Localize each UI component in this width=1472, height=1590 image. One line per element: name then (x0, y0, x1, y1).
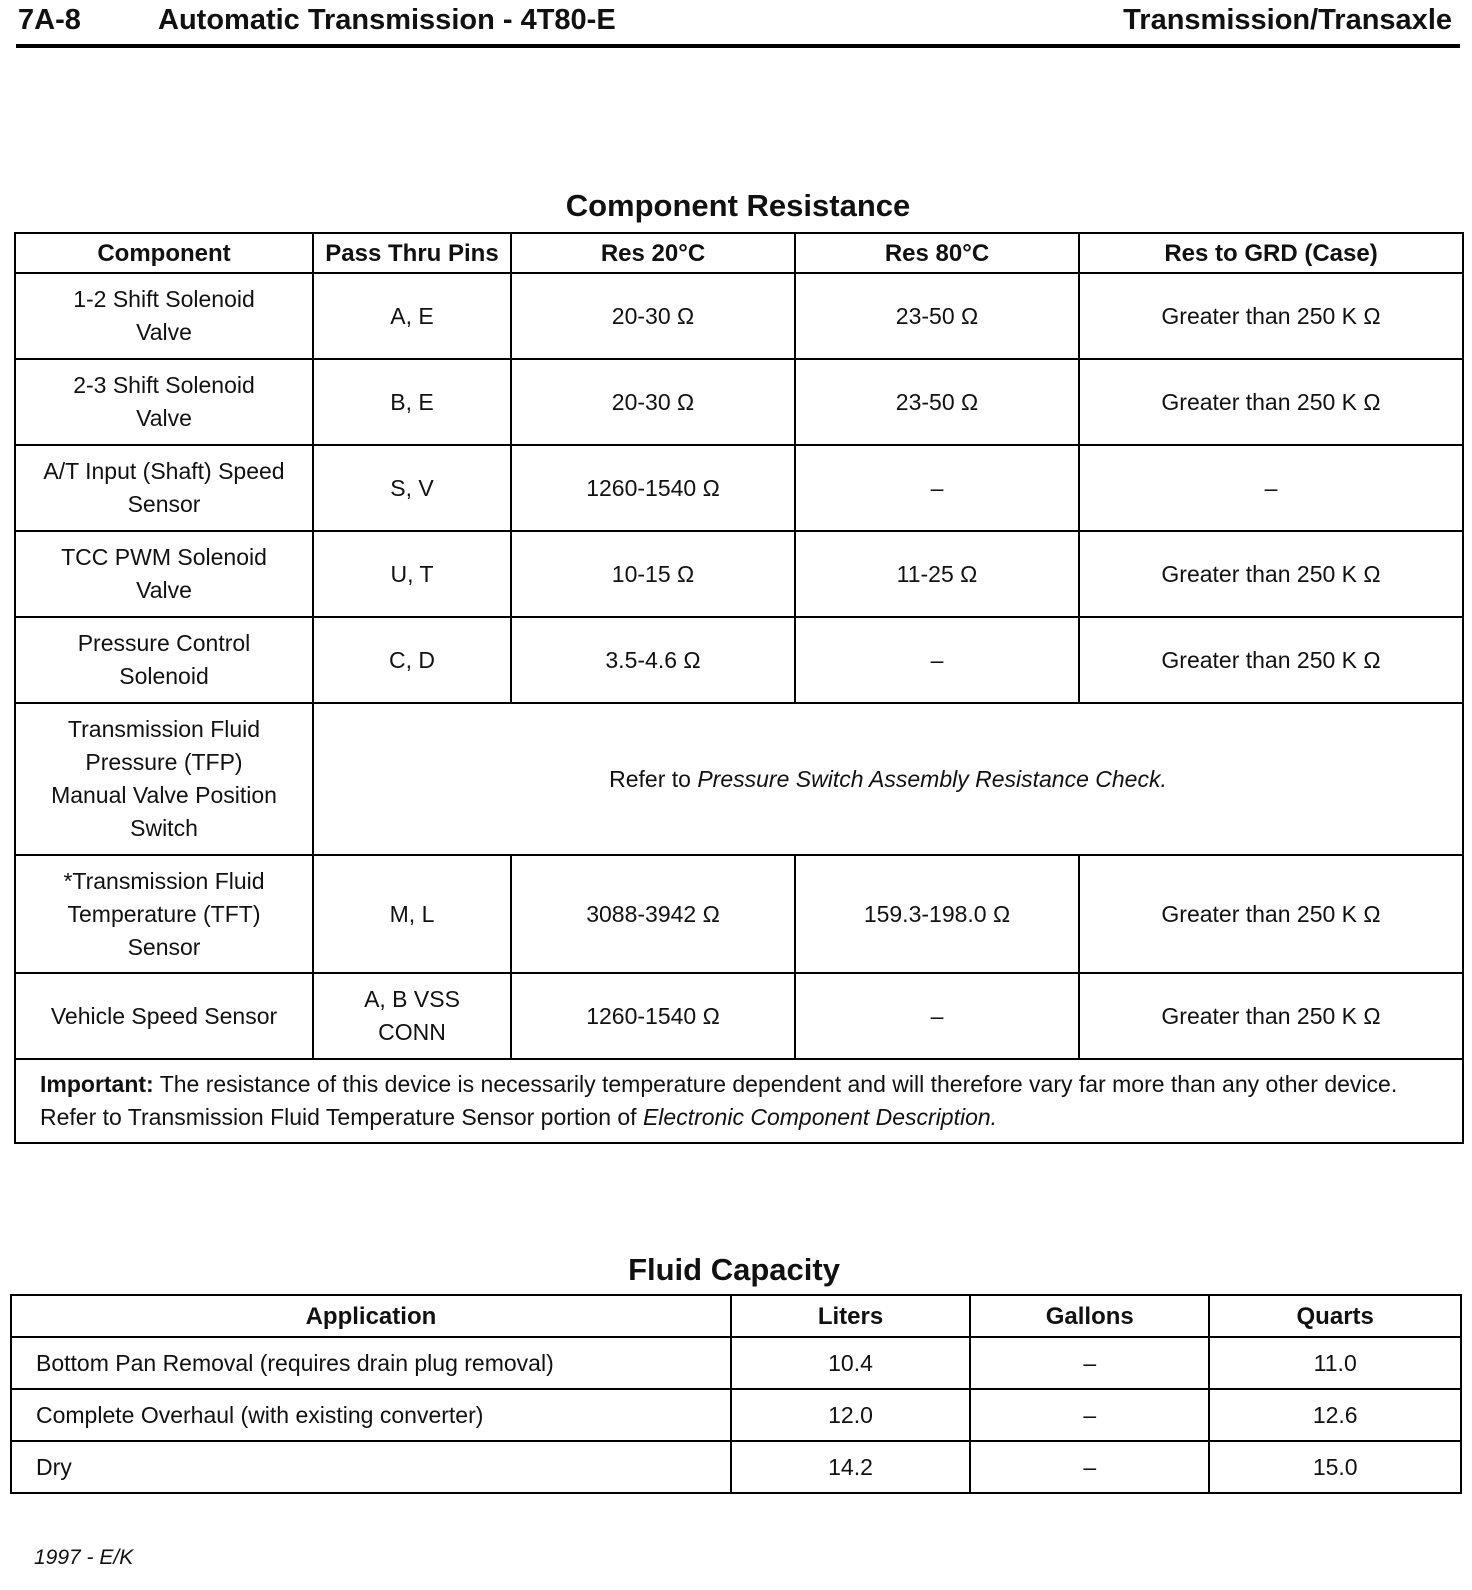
component-cell: *Transmission Fluid Temperature (TFT) Sensor (15, 855, 313, 973)
component-cell: 1-2 Shift Solenoid Valve (15, 273, 313, 359)
component-cell: Transmission Fluid Pressure (TFP) Manual Valve Position Switch (15, 703, 313, 855)
res-gnd-cell: Greater than 250 K Ω (1079, 973, 1463, 1059)
header-rule (16, 44, 1460, 48)
res80-cell: – (795, 973, 1079, 1059)
note-reference: Electronic Component Description. (642, 1104, 998, 1130)
res20-cell: 20-30 Ω (511, 359, 795, 445)
fluid-capacity-table (10, 1294, 1462, 1494)
fluid-capacity-title: Fluid Capacity (628, 1252, 840, 1287)
application-cell: Dry (11, 1441, 731, 1493)
res20-cell: 10-15 Ω (511, 531, 795, 617)
table-row (15, 973, 1463, 1059)
res-gnd-cell: Greater than 250 K Ω (1079, 359, 1463, 445)
pins-cell: A, E (313, 273, 511, 359)
gallons-cell: – (970, 1337, 1209, 1389)
quarts-cell: 12.6 (1209, 1389, 1461, 1441)
refer-to-cell: Refer to Pressure Switch Assembly Resistance Check. (313, 703, 1463, 855)
table-header-row (15, 233, 1463, 273)
table-row (11, 1389, 1461, 1441)
pins-cell: B, E (313, 359, 511, 445)
res80-cell: 11-25 Ω (795, 531, 1079, 617)
table-row (15, 617, 1463, 703)
res20-cell: 1260-1540 Ω (511, 445, 795, 531)
page-header (0, 0, 1472, 52)
res20-cell: 3.5-4.6 Ω (511, 617, 795, 703)
column-header: Res 80°C (795, 233, 1079, 273)
note-label: Important: (40, 1071, 154, 1097)
table-row (15, 531, 1463, 617)
res80-cell: 23-50 Ω (795, 273, 1079, 359)
res20-cell: 3088-3942 Ω (511, 855, 795, 973)
res80-cell: – (795, 617, 1079, 703)
table-row (15, 855, 1463, 973)
note-text: The resistance of this device is necessarily temperature dependent and will therefore vary far more than any other device. Refer to Transmission Fluid Temperature Sensor portion of (40, 1071, 1398, 1130)
table-row (11, 1441, 1461, 1493)
res-gnd-cell: Greater than 250 K Ω (1079, 617, 1463, 703)
component-cell: TCC PWM Solenoid Valve (15, 531, 313, 617)
res80-cell: – (795, 445, 1079, 531)
cross-reference-link: Pressure Switch Assembly Resistance Check. (697, 765, 1167, 792)
table-row (15, 703, 1463, 855)
note-row (15, 1059, 1463, 1143)
liters-cell: 12.0 (731, 1389, 970, 1441)
quarts-cell: 15.0 (1209, 1441, 1461, 1493)
pins-cell: M, L (313, 855, 511, 973)
res20-cell: 1260-1540 Ω (511, 973, 795, 1059)
table-header-row (11, 1295, 1461, 1337)
column-header: Quarts (1209, 1295, 1461, 1337)
page-number: 7A-8 (18, 4, 81, 36)
gallons-cell: – (970, 1389, 1209, 1441)
page-footer: 1997 - E/K (34, 1546, 134, 1569)
res80-cell: 23-50 Ω (795, 359, 1079, 445)
column-header: Liters (731, 1295, 970, 1337)
component-cell: 2-3 Shift Solenoid Valve (15, 359, 313, 445)
table-row (15, 273, 1463, 359)
column-header: Gallons (970, 1295, 1209, 1337)
column-header: Res 20°C (511, 233, 795, 273)
pins-cell: U, T (313, 531, 511, 617)
liters-cell: 14.2 (731, 1441, 970, 1493)
res-gnd-cell: – (1079, 445, 1463, 531)
res-gnd-cell: Greater than 250 K Ω (1079, 531, 1463, 617)
application-cell: Complete Overhaul (with existing converter) (11, 1389, 731, 1441)
res-gnd-cell: Greater than 250 K Ω (1079, 855, 1463, 973)
gallons-cell: – (970, 1441, 1209, 1493)
section-title: Transmission/Transaxle (1123, 4, 1452, 36)
component-resistance-title: Component Resistance (565, 188, 911, 223)
column-header: Res to GRD (Case) (1079, 233, 1463, 273)
res-gnd-cell: Greater than 250 K Ω (1079, 273, 1463, 359)
important-note (15, 1059, 1463, 1143)
column-header: Pass Thru Pins (313, 233, 511, 273)
component-cell: A/T Input (Shaft) Speed Sensor (15, 445, 313, 531)
column-header: Component (15, 233, 313, 273)
table-row (15, 359, 1463, 445)
application-cell: Bottom Pan Removal (requires drain plug removal) (11, 1337, 731, 1389)
table-row (11, 1337, 1461, 1389)
pins-cell: A, B VSS CONN (313, 973, 511, 1059)
res80-cell: 159.3-198.0 Ω (795, 855, 1079, 973)
component-cell: Pressure Control Solenoid (15, 617, 313, 703)
column-header: Application (11, 1295, 731, 1337)
pins-cell: C, D (313, 617, 511, 703)
pins-cell: S, V (313, 445, 511, 531)
manual-title: Automatic Transmission - 4T80-E (158, 4, 616, 36)
component-resistance-table (14, 232, 1464, 1144)
res20-cell: 20-30 Ω (511, 273, 795, 359)
table-row (15, 445, 1463, 531)
component-cell: Vehicle Speed Sensor (15, 973, 313, 1059)
liters-cell: 10.4 (731, 1337, 970, 1389)
quarts-cell: 11.0 (1209, 1337, 1461, 1389)
